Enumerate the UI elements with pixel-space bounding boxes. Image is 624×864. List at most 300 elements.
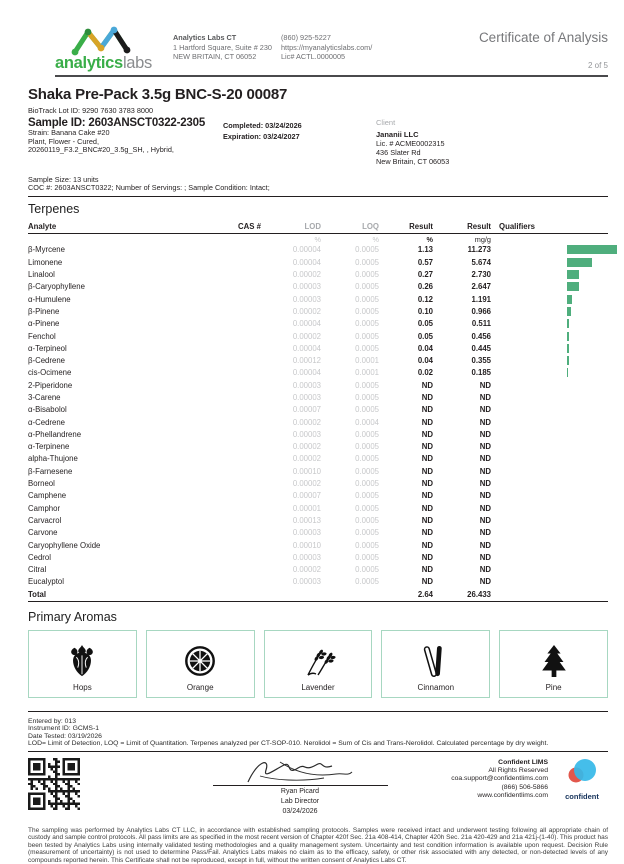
lod-value: 0.00004: [292, 343, 321, 353]
table-row: [28, 256, 608, 268]
lod-value: 0.00002: [292, 454, 321, 464]
sample-id-block: [28, 117, 223, 167]
result-pct-value: ND: [421, 577, 433, 587]
table-row: [28, 244, 608, 256]
loq-value: 0.0005: [355, 270, 379, 280]
result-mg-value: 11.273: [467, 245, 491, 255]
doc-title: Certificate of Analysis: [478, 30, 608, 45]
qualifier-value: [491, 281, 555, 293]
biotrack-lot-id: BioTrack Lot ID: 9290 7630 3783 8000: [28, 106, 154, 115]
cas-value: [203, 416, 261, 428]
loq-value: 0.0005: [355, 540, 379, 550]
analyte-name: Limonene: [28, 257, 63, 267]
cas-value: [203, 330, 261, 342]
loq-value: 0.0005: [355, 565, 379, 575]
qualifier-value: [491, 330, 555, 342]
bar-cell: [555, 416, 608, 428]
lab-contact-block: [281, 24, 431, 73]
instrument-id: Instrument ID: GCMS-1: [28, 725, 100, 733]
unit-pct: %: [426, 234, 433, 244]
result-mg-value: ND: [479, 417, 491, 427]
result-mg-value: ND: [479, 405, 491, 415]
confident-logo: [556, 756, 608, 801]
client-address1: 436 Slater Rd: [376, 148, 421, 158]
doc-meta: [431, 24, 608, 73]
lab-name: Analytics Labs CT: [173, 33, 237, 42]
confident-wordmark: confident: [565, 791, 599, 801]
loq-value: 0.0005: [355, 294, 379, 304]
lod-value: 0.00003: [292, 429, 321, 439]
bar-cell: [555, 367, 608, 379]
terpene-result-bar: [567, 319, 569, 328]
aroma-label: Hops: [73, 682, 92, 692]
coc-line: COC #: 2603ANSCT0322; Number of Servings: ; Sample Condition: Intact;: [28, 183, 270, 193]
table-row: [28, 527, 608, 539]
lod-value: 0.00007: [292, 491, 321, 501]
result-pct-value: 0.05: [417, 319, 433, 329]
bar-cell: [555, 428, 608, 440]
bar-cell: [555, 502, 608, 514]
qualifier-value: [491, 318, 555, 330]
result-pct-value: ND: [421, 565, 433, 575]
result-pct-value: ND: [421, 528, 433, 538]
signature-row: [28, 756, 608, 817]
table-row: [28, 379, 608, 391]
total-pct: 2.64: [379, 588, 433, 601]
result-mg-value: ND: [479, 552, 491, 562]
lod-value: 0.00003: [292, 552, 321, 562]
loq-value: 0.0004: [355, 417, 379, 427]
result-pct-value: 0.57: [417, 257, 433, 267]
cas-value: [203, 404, 261, 416]
bar-cell: [555, 576, 608, 588]
result-pct-value: ND: [421, 405, 433, 415]
result-pct-value: ND: [421, 552, 433, 562]
qualifier-value: [491, 342, 555, 354]
units-row: [28, 234, 608, 244]
bar-cell: [555, 256, 608, 268]
col-header-analyte: Analyte: [28, 222, 203, 234]
total-mg: 26.433: [433, 588, 491, 601]
qualifier-value: [491, 453, 555, 465]
lab-address-line2: NEW BRITAIN, CT 06052: [173, 52, 257, 62]
logo-zigzag-icon: [71, 24, 133, 56]
lims-name: Confident LIMS: [498, 758, 548, 766]
analyte-name: α-Humulene: [28, 294, 71, 304]
entered-by: Entered by: 013: [28, 717, 76, 725]
bar-cell: [555, 453, 608, 465]
table-row: [28, 490, 608, 502]
result-mg-value: 1.191: [471, 294, 491, 304]
cas-value: [203, 305, 261, 317]
analyte-name: β-Cedrene: [28, 356, 65, 366]
aromas-section-title: Primary Aromas: [28, 609, 117, 624]
analyte-name: α-Bisabolol: [28, 405, 67, 415]
hops-icon: [65, 641, 99, 681]
cas-value: [203, 490, 261, 502]
lab-license: Lic# ACTL.0000005: [281, 52, 346, 62]
qualifier-value: [491, 465, 555, 477]
loq-value: 0.0005: [355, 319, 379, 329]
client-label: Client: [376, 117, 396, 127]
analyte-name: β-Farnesene: [28, 466, 73, 476]
pine-icon: [537, 641, 571, 681]
bar-cell: [555, 551, 608, 563]
aroma-box-lavender: [264, 630, 373, 698]
result-mg-value: 2.730: [471, 270, 491, 280]
lod-value: 0.00002: [292, 331, 321, 341]
expiration-date: Expiration: 03/24/2027: [223, 131, 300, 141]
unit-mg: mg/g: [474, 234, 491, 244]
bar-cell: [555, 244, 608, 256]
result-pct-value: 0.04: [417, 356, 433, 366]
qualifier-value: [491, 477, 555, 489]
result-mg-value: ND: [479, 380, 491, 390]
cas-value: [203, 391, 261, 403]
col-header-cas: CAS #: [203, 222, 261, 234]
terpene-result-bar: [567, 258, 592, 267]
cas-value: [203, 268, 261, 280]
lims-url: www.confidentlims.com: [477, 791, 548, 799]
lod-value: 0.00003: [292, 380, 321, 390]
terpenes-top-divider: [28, 196, 608, 197]
analyte-name: cis-Ocimene: [28, 368, 72, 378]
client-name: Jananii LLC: [376, 129, 419, 139]
col-header-loq: LOQ: [321, 222, 379, 234]
cas-value: [203, 477, 261, 489]
matrix-line: Plant, Flower - Cured,: [28, 136, 99, 146]
result-pct-value: 1.13: [417, 245, 433, 255]
table-row: [28, 354, 608, 366]
lod-value: 0.00003: [292, 294, 321, 304]
result-mg-value: 0.445: [471, 343, 491, 353]
aroma-label: Cinnamon: [417, 682, 455, 692]
terpene-result-bar: [567, 344, 569, 353]
total-label: Total: [28, 588, 203, 601]
qualifier-value: [491, 293, 555, 305]
bar-cell: [555, 441, 608, 453]
analyte-name: Eucalyptol: [28, 577, 64, 587]
qr-code: [28, 758, 80, 810]
analyte-name: β-Myrcene: [28, 245, 65, 255]
signature-icon: [240, 756, 360, 786]
confident-logo-icon: [562, 758, 602, 786]
bar-cell: [555, 514, 608, 526]
sample-size: Sample Size: 13 units: [28, 174, 99, 184]
analyte-name: Carvacrol: [28, 515, 62, 525]
aroma-label: Orange: [186, 682, 214, 692]
qualifier-value: [491, 441, 555, 453]
table-row: [28, 539, 608, 551]
lod-value: 0.00004: [292, 245, 321, 255]
bar-cell: [555, 391, 608, 403]
bar-cell: [555, 539, 608, 551]
loq-value: 0.0005: [355, 282, 379, 292]
signer-title: Lab Director: [280, 798, 320, 806]
bar-cell: [555, 354, 608, 366]
loq-value: 0.0005: [355, 515, 379, 525]
lod-value: 0.00012: [292, 356, 321, 366]
lod-value: 0.00003: [292, 577, 321, 587]
table-row: [28, 502, 608, 514]
strain-line: Strain: Banana Cake #20: [28, 127, 110, 137]
analyte-name: β-Pinene: [28, 306, 60, 316]
lab-url: https://myanalyticslabs.com/: [281, 42, 373, 52]
qualifier-value: [491, 244, 555, 256]
result-pct-value: ND: [421, 503, 433, 513]
aroma-box-hops: [28, 630, 137, 698]
bar-cell: [555, 318, 608, 330]
qualifier-value: [491, 514, 555, 526]
qualifier-value: [491, 576, 555, 588]
table-row: [28, 477, 608, 489]
result-mg-value: ND: [479, 528, 491, 538]
result-mg-value: ND: [479, 429, 491, 439]
analyte-name: Camphene: [28, 491, 67, 501]
analyte-name: 2-Piperidone: [28, 380, 73, 390]
table-row: [28, 514, 608, 526]
bar-cell: [555, 281, 608, 293]
lab-address-line1: 1 Hartford Square, Suite # 230: [173, 42, 272, 52]
terpene-rows: [28, 244, 608, 588]
terpene-result-bar: [567, 368, 568, 377]
lims-block: [450, 756, 608, 801]
aroma-label: Lavender: [301, 682, 335, 692]
unit-loq: %: [372, 234, 379, 244]
table-row: [28, 293, 608, 305]
result-mg-value: ND: [479, 479, 491, 489]
cas-value: [203, 342, 261, 354]
analyte-name: Camphor: [28, 503, 61, 513]
loq-value: 0.0005: [355, 429, 379, 439]
bar-cell: [555, 477, 608, 489]
lod-value: 0.00013: [292, 515, 321, 525]
header-divider: [55, 75, 608, 77]
loq-value: 0.0005: [355, 577, 379, 587]
bar-cell: [555, 330, 608, 342]
loq-value: 0.0005: [355, 528, 379, 538]
analyte-name: Caryophyllene Oxide: [28, 540, 101, 550]
result-pct-value: ND: [421, 491, 433, 501]
lod-value: 0.00002: [292, 417, 321, 427]
loq-value: 0.0005: [355, 306, 379, 316]
lims-rights: All Rights Reserved: [488, 767, 548, 775]
result-mg-value: ND: [479, 392, 491, 402]
table-row: [28, 416, 608, 428]
table-row: [28, 391, 608, 403]
analyte-name: α-Pinene: [28, 319, 60, 329]
qualifier-value: [491, 367, 555, 379]
result-mg-value: ND: [479, 540, 491, 550]
cas-value: [203, 354, 261, 366]
loq-value: 0.0005: [355, 257, 379, 267]
terpene-result-bar: [567, 356, 569, 365]
result-mg-value: ND: [479, 491, 491, 501]
lod-value: 0.00004: [292, 319, 321, 329]
terpenes-table: [28, 222, 608, 601]
terpene-result-bar: [567, 282, 579, 291]
loq-value: 0.0001: [355, 356, 379, 366]
result-mg-value: 0.355: [471, 356, 491, 366]
lab-address-block: [173, 24, 281, 73]
result-pct-value: ND: [421, 442, 433, 452]
signer-name: Ryan Picard: [280, 787, 320, 795]
lod-note: LOD= Limit of Detection, LOQ = Limit of Quantitation. Terpenes analyzed per CT-SOP-010. Nerolidol = Sum of Cis and Trans-Nerolidol. Calculated percentage by dry weight.: [28, 740, 549, 748]
page-number: 2 of 5: [587, 61, 608, 70]
table-row: [28, 342, 608, 354]
table-row: [28, 551, 608, 563]
result-pct-value: 0.04: [417, 343, 433, 353]
lims-email: coa.support@confidentlims.com: [451, 775, 548, 783]
loq-value: 0.0005: [355, 454, 379, 464]
analyte-name: Citral: [28, 565, 47, 575]
result-pct-value: ND: [421, 479, 433, 489]
lod-value: 0.00001: [292, 503, 321, 513]
cas-value: [203, 441, 261, 453]
result-pct-value: 0.27: [417, 270, 433, 280]
terpene-result-bar: [567, 270, 579, 279]
bar-cell: [555, 305, 608, 317]
qualifier-value: [491, 268, 555, 280]
col-header-lod: LOD: [261, 222, 321, 234]
loq-value: 0.0005: [355, 552, 379, 562]
lod-value: 0.00004: [292, 368, 321, 378]
cas-value: [203, 465, 261, 477]
table-header-row: [28, 222, 608, 234]
lavender-icon: [300, 641, 336, 681]
lod-value: 0.00010: [292, 540, 321, 550]
total-row: [28, 588, 608, 601]
result-pct-value: 0.12: [417, 294, 433, 304]
qualifier-value: [491, 305, 555, 317]
result-pct-value: ND: [421, 466, 433, 476]
completed-date: Completed: 03/24/2026: [223, 120, 302, 130]
cas-value: [203, 564, 261, 576]
cas-value: [203, 576, 261, 588]
qualifier-value: [491, 428, 555, 440]
result-mg-value: ND: [479, 577, 491, 587]
footer-meta: [28, 718, 608, 748]
bar-cell: [555, 342, 608, 354]
lod-value: 0.00003: [292, 282, 321, 292]
analyte-name: Carvone: [28, 528, 58, 538]
cas-value: [203, 527, 261, 539]
lab-logo: [55, 24, 173, 73]
table-row: [28, 367, 608, 379]
bar-cell: [555, 527, 608, 539]
bar-cell: [555, 404, 608, 416]
cas-value: [203, 367, 261, 379]
analyte-name: α-Terpineol: [28, 343, 67, 353]
qualifier-value: [491, 379, 555, 391]
analyte-name: α-Cedrene: [28, 417, 66, 427]
result-pct-value: ND: [421, 454, 433, 464]
analyte-name: α-Phellandrene: [28, 429, 82, 439]
table-row: [28, 281, 608, 293]
bar-cell: [555, 268, 608, 280]
col-header-qualifiers: Qualifiers: [491, 222, 608, 234]
lod-value: 0.00007: [292, 405, 321, 415]
loq-value: 0.0005: [355, 405, 379, 415]
analyte-name: Fenchol: [28, 331, 56, 341]
signed-date: 03/24/2026: [282, 808, 318, 816]
aroma-row: [28, 630, 608, 698]
loq-value: 0.0005: [355, 466, 379, 476]
result-mg-value: ND: [479, 454, 491, 464]
qualifier-value: [491, 490, 555, 502]
table-row: [28, 441, 608, 453]
terpene-result-bar: [567, 245, 617, 254]
lod-value: 0.00002: [292, 306, 321, 316]
result-mg-value: ND: [479, 565, 491, 575]
lod-value: 0.00003: [292, 392, 321, 402]
lod-value: 0.00002: [292, 270, 321, 280]
table-row: [28, 330, 608, 342]
bar-cell: [555, 564, 608, 576]
col-header-result-pct: Result: [379, 222, 433, 234]
loq-value: 0.0005: [355, 491, 379, 501]
analyte-name: alpha-Thujone: [28, 454, 78, 464]
cas-value: [203, 514, 261, 526]
lod-value: 0.00010: [292, 466, 321, 476]
analyte-name: 3-Carene: [28, 392, 61, 402]
result-mg-value: 5.674: [471, 257, 491, 267]
qualifier-value: [491, 256, 555, 268]
loq-value: 0.0005: [355, 442, 379, 452]
bar-cell: [555, 379, 608, 391]
cas-value: [203, 551, 261, 563]
cas-value: [203, 256, 261, 268]
bar-cell: [555, 490, 608, 502]
result-mg-value: ND: [479, 466, 491, 476]
col-header-result-mg: Result: [433, 222, 491, 234]
result-mg-value: 0.511: [471, 319, 491, 329]
sample-id: Sample ID: 2603ANSCT0322-2305: [28, 116, 206, 129]
bar-cell: [555, 465, 608, 477]
qualifier-value: [491, 564, 555, 576]
qualifier-value: [491, 527, 555, 539]
logo-wordmark: [55, 54, 173, 73]
batch-line: 20260119_F3.2_BNC#20_3.5g_SH, , Hybrid,: [28, 145, 174, 155]
table-row: [28, 318, 608, 330]
lod-value: 0.00002: [292, 479, 321, 489]
result-mg-value: ND: [479, 442, 491, 452]
result-mg-value: 0.185: [471, 368, 491, 378]
cas-value: [203, 428, 261, 440]
logo-word-analytics: analytics: [55, 54, 123, 72]
result-mg-value: ND: [479, 515, 491, 525]
sample-info-grid: [28, 117, 608, 167]
aroma-box-cinnamon: [381, 630, 490, 698]
result-pct-value: 0.26: [417, 282, 433, 292]
bar-cell: [555, 293, 608, 305]
cas-value: [203, 318, 261, 330]
disclaimer-text: The sampling was performed by Analytics Labs CT LLC, in accordance with established sampling protocols. Samples were received intact and underwent testing following all appropriate chain of custody and sample control protocols. All pass limits are as specified in the most recent version of Chapter 420f Sec. 21a 408-414, Chapter 420h Sec. 21a 420-429 and 21a 421j-(1-40). This product has been tested by Analytics Labs using internally validated testing methodologies and a quality management system. Uncertainty and test condition information is available upon request. Decision Rule (measurement of uncertainty) is not used to determine Pass/Fail. Analytics Labs makes no claim as to the efficacy, safety, or other risk associated with any detected, or non-detected levels of any compounds reported herein. This Certificate shall not be reproduced, except in full, without the written consent of Analytics Labs CT.: [28, 826, 608, 864]
qualifier-value: [491, 354, 555, 366]
cinnamon-icon: [419, 641, 453, 681]
cas-value: [203, 453, 261, 465]
loq-value: 0.0005: [355, 331, 379, 341]
result-pct-value: ND: [421, 429, 433, 439]
table-row: [28, 268, 608, 280]
logo-word-labs: labs: [122, 54, 153, 72]
qualifier-value: [491, 551, 555, 563]
result-pct-value: ND: [421, 515, 433, 525]
terpene-result-bar: [567, 332, 569, 341]
qualifier-value: [491, 416, 555, 428]
result-pct-value: 0.10: [417, 306, 433, 316]
table-row: [28, 465, 608, 477]
